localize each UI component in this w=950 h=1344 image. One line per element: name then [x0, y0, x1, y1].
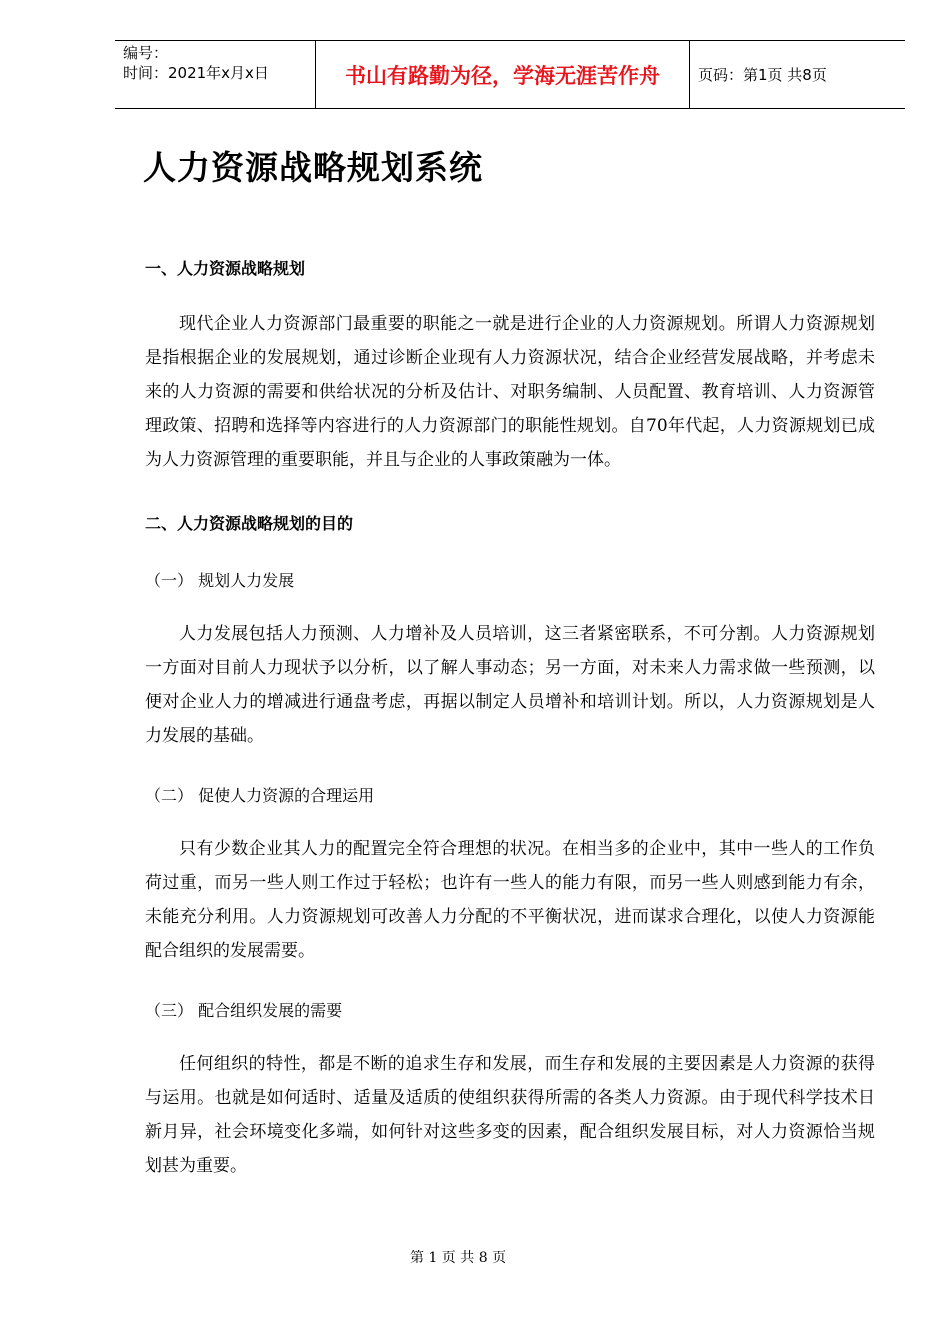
document-time-label: 时间：2021年x月x日 — [123, 64, 269, 82]
header-meta — [115, 41, 316, 108]
header-motto: 书山有路勤为径，学海无涯苦作舟 — [316, 41, 690, 108]
subsection-paragraph: 只有少数企业其人力的配置完全符合理想的状况。在相当多的企业中，其中一些人的工作负荷过重，而另一些人则工作过于轻松；也许有一些人的能力有限，而另一些人则感到能力有余，未能充分利用。人力资源规划可改善人力分配的不平衡状况，进而谋求合理化，以使人力资源能配合组织的发展需要。 — [145, 839, 875, 961]
section-heading: 一、人力资源战略规划 — [145, 259, 306, 278]
subsection-heading: （一） 规划人力发展 — [145, 571, 295, 590]
subsection-heading: （三） 配合组织发展的需要 — [145, 1001, 343, 1020]
subsection-paragraph: 人力发展包括人力预测、人力增补及人员培训，这三者紧密联系，不可分割。人力资源规划一方面对目前人力现状予以分析，以了解人事动态；另一方面，对未来人力需求做一些预测，以便对企业人力的增减进行通盘考虑，再据以制定人员增补和培训计划。所以，人力资源规划是人力发展的基础。 — [145, 624, 875, 746]
document-number-label: 编号： — [123, 44, 169, 62]
subsection-heading: （二） 促使人力资源的合理运用 — [145, 786, 375, 805]
section-paragraph: 现代企业人力资源部门最重要的职能之一就是进行企业的人力资源规划。所谓人力资源规划是指根据企业的发展规划，通过诊断企业现有人力资源状况，结合企业经营发展战略，并考虑未来的人力资源的需要和供给状况的分析及估计、对职务编制、人员配置、教育培训、人力资源管理政策、招聘和选择等内容进行的人力资源部门的职能性规划。自70年代起，人力资源规划已成为人力资源管理的重要职能，并且与企业的人事政策融为一体。 — [145, 314, 875, 470]
page-footer: 第 1 页 共 8 页 — [410, 1250, 507, 1266]
header-page-info: 页码：第1页 共8页 — [698, 66, 827, 84]
document-title: 人力资源战略规划系统 — [143, 148, 483, 187]
header-table — [115, 40, 905, 109]
section-heading: 二、人力资源战略规划的目的 — [145, 514, 354, 533]
document-body — [145, 250, 875, 1183]
subsection-paragraph: 任何组织的特性，都是不断的追求生存和发展，而生存和发展的主要因素是人力资源的获得与运用。也就是如何适时、适量及适质的使组织获得所需的各类人力资源。由于现代科学技术日新月异，社会环境变化多端，如何针对这些多变的因素，配合组织发展目标，对人力资源恰当规划甚为重要。 — [145, 1054, 875, 1176]
